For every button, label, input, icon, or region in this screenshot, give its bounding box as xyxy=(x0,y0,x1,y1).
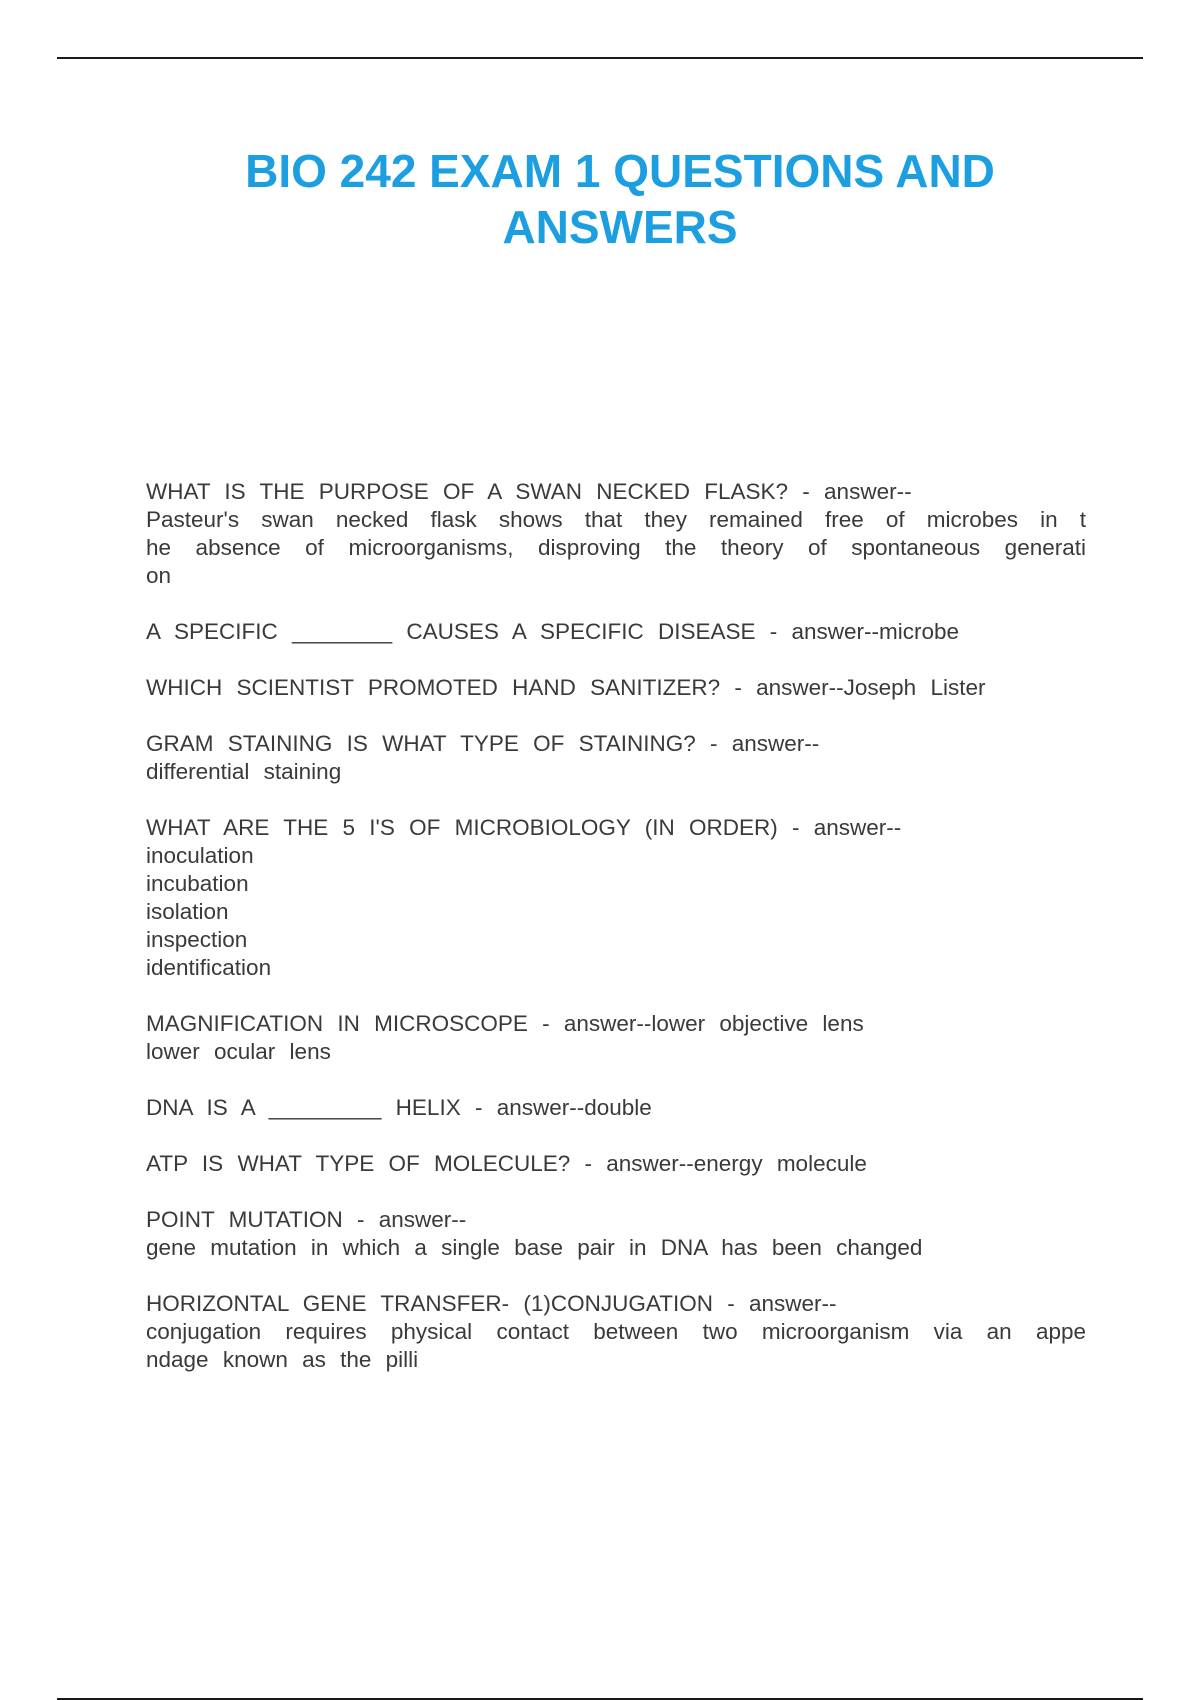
qa-item-point-mutation xyxy=(146,1206,1086,1262)
qa-line: DNA IS A _________ HELIX - answer--double xyxy=(146,1095,652,1120)
qa-line: WHAT ARE THE 5 I'S OF MICROBIOLOGY (IN ORDER) - answer-- xyxy=(146,815,902,840)
top-rule xyxy=(57,57,1143,59)
qa-line: inoculation xyxy=(146,843,254,868)
document-title xyxy=(140,143,1100,255)
title-line-2: ANSWERS xyxy=(502,201,738,253)
qa-line: gene mutation in which a single base pair in DNA has been changed xyxy=(146,1235,923,1260)
title-line-1: BIO 242 EXAM 1 QUESTIONS AND xyxy=(245,145,995,197)
qa-line: conjugation requires physical contact between two microorganism via an appe xyxy=(146,1319,1086,1344)
qa-line: he absence of microorganisms, disproving the theory of spontaneous generati xyxy=(146,535,1086,560)
qa-item-atp xyxy=(146,1150,1086,1178)
qa-item-five-is xyxy=(146,814,1086,982)
qa-line: inspection xyxy=(146,927,248,952)
qa-line: MAGNIFICATION IN MICROSCOPE - answer--lower objective lens xyxy=(146,1011,864,1036)
qa-line: HORIZONTAL GENE TRANSFER- (1)CONJUGATION - answer-- xyxy=(146,1291,837,1316)
qa-item-gram-staining xyxy=(146,730,1086,786)
qa-line: GRAM STAINING IS WHAT TYPE OF STAINING? - answer-- xyxy=(146,731,820,756)
qa-line: incubation xyxy=(146,871,249,896)
qa-item-hand-sanitizer xyxy=(146,674,1086,702)
qa-line: POINT MUTATION - answer-- xyxy=(146,1207,467,1232)
qa-line: isolation xyxy=(146,899,229,924)
qa-line: A SPECIFIC ________ CAUSES A SPECIFIC DISEASE - answer--microbe xyxy=(146,619,960,644)
qa-line: lower ocular lens xyxy=(146,1039,331,1064)
qa-line: ndage known as the pilli xyxy=(146,1347,419,1372)
qa-item-dna-helix xyxy=(146,1094,1086,1122)
qa-item-conjugation xyxy=(146,1290,1086,1374)
qa-item-specific-disease xyxy=(146,618,1086,646)
qa-list xyxy=(146,478,1086,1402)
qa-line: on xyxy=(146,563,172,588)
qa-line: WHAT IS THE PURPOSE OF A SWAN NECKED FLASK? - answer-- xyxy=(146,479,912,504)
qa-line: Pasteur's swan necked flask shows that they remained free of microbes in t xyxy=(146,507,1086,532)
qa-line: identification xyxy=(146,955,272,980)
qa-line: differential staining xyxy=(146,759,342,784)
qa-item-swan-flask xyxy=(146,478,1086,590)
qa-line: WHICH SCIENTIST PROMOTED HAND SANITIZER? - answer--Joseph Lister xyxy=(146,675,986,700)
qa-item-magnification xyxy=(146,1010,1086,1066)
qa-line: ATP IS WHAT TYPE OF MOLECULE? - answer--energy molecule xyxy=(146,1151,867,1176)
